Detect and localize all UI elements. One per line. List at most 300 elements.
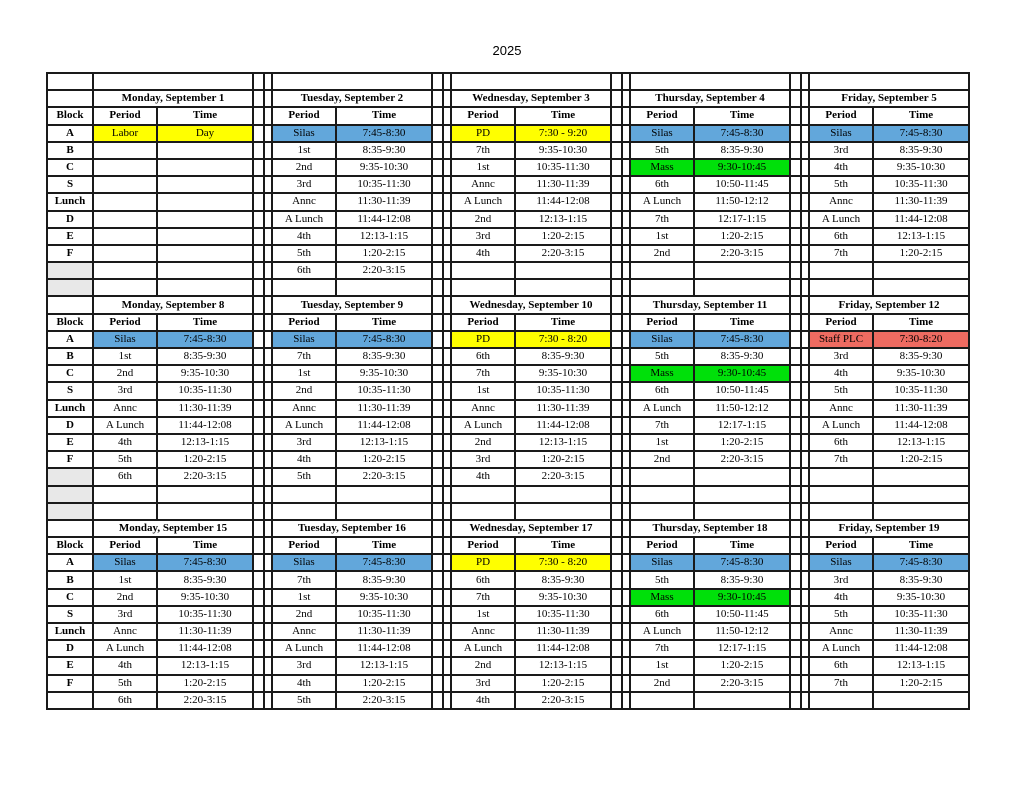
spacer-cell [611, 73, 622, 90]
period-cell: 1st [451, 159, 515, 176]
spacer-cell [611, 571, 622, 588]
period-cell: Silas [272, 554, 336, 571]
period-cell: Annc [272, 623, 336, 640]
spacer-cell [253, 176, 264, 193]
spacer-cell [432, 675, 443, 692]
period-cell: 2nd [630, 245, 694, 262]
time-cell: 1:20-2:15 [873, 675, 969, 692]
spacer-cell [264, 451, 272, 468]
period-cell: Silas [630, 554, 694, 571]
time-cell: 12:13-1:15 [515, 434, 611, 451]
period-cell: Silas [93, 331, 157, 348]
block-label-cell: F [47, 245, 93, 262]
period-cell: A Lunch [451, 640, 515, 657]
spacer-cell [443, 245, 451, 262]
period-cell: 3rd [272, 434, 336, 451]
period-cell: A Lunch [451, 417, 515, 434]
period-cell: 1st [451, 606, 515, 623]
spacer-cell [622, 520, 630, 537]
spacer-cell [611, 107, 622, 124]
time-cell: 12:13-1:15 [873, 228, 969, 245]
period-cell [93, 142, 157, 159]
spacer-cell [801, 142, 809, 159]
period-cell [93, 193, 157, 210]
time-cell [336, 486, 432, 503]
period-cell: PD [451, 331, 515, 348]
spacer-cell [801, 193, 809, 210]
spacer-cell [253, 262, 264, 279]
time-cell: 1:20-2:15 [157, 451, 253, 468]
time-cell: 12:13-1:15 [336, 228, 432, 245]
spacer-cell [432, 365, 443, 382]
spacer-cell [443, 142, 451, 159]
time-cell [157, 176, 253, 193]
spacer-cell [801, 554, 809, 571]
schedule-row [47, 262, 969, 279]
period-cell: Silas [272, 331, 336, 348]
schedule-row [47, 400, 969, 417]
schedule-row [47, 657, 969, 674]
time-cell [873, 503, 969, 520]
period-cell: Silas [630, 331, 694, 348]
spacer-cell [253, 228, 264, 245]
period-cell: 1st [630, 228, 694, 245]
spacer-cell [253, 382, 264, 399]
block-label-cell: S [47, 606, 93, 623]
period-cell: 7th [809, 675, 873, 692]
period-cell: Annc [272, 193, 336, 210]
spacer-cell [432, 571, 443, 588]
time-cell: 1:20-2:15 [694, 434, 790, 451]
spacer-cell [253, 554, 264, 571]
period-cell [630, 486, 694, 503]
period-header-cell: Period [451, 537, 515, 554]
spacer-cell [801, 296, 809, 313]
period-cell: 1st [272, 142, 336, 159]
day-title-cell: Thursday, September 11 [630, 296, 790, 313]
time-cell: 12:13-1:15 [336, 434, 432, 451]
time-cell: 8:35-9:30 [336, 142, 432, 159]
period-cell: Silas [272, 125, 336, 142]
day-title-cell: Wednesday, September 17 [451, 520, 611, 537]
empty-block-cell [47, 73, 93, 90]
spacer-cell [264, 142, 272, 159]
spacer-cell [790, 623, 801, 640]
spacer-cell [432, 657, 443, 674]
period-cell: 2nd [630, 451, 694, 468]
spacer-cell [443, 623, 451, 640]
spacer-cell [622, 365, 630, 382]
period-cell [451, 262, 515, 279]
block-label-cell: A [47, 554, 93, 571]
time-cell: 12:13-1:15 [157, 434, 253, 451]
spacer-cell [443, 382, 451, 399]
time-cell: 1:20-2:15 [515, 675, 611, 692]
spacer-cell [611, 468, 622, 485]
period-cell: 7th [630, 211, 694, 228]
spacer-cell [801, 692, 809, 709]
period-cell: 6th [809, 228, 873, 245]
time-cell: 2:20-3:15 [515, 245, 611, 262]
schedule-table [46, 72, 970, 710]
day-title-cell: Tuesday, September 2 [272, 90, 432, 107]
time-cell: 1:20-2:15 [873, 451, 969, 468]
spacer-cell [264, 589, 272, 606]
period-cell: A Lunch [809, 417, 873, 434]
spacer-cell [432, 520, 443, 537]
spacer-cell [432, 640, 443, 657]
time-header-cell: Time [336, 107, 432, 124]
spacer-cell [432, 537, 443, 554]
spacer-cell [801, 314, 809, 331]
period-cell: 5th [272, 245, 336, 262]
spacer-cell [253, 348, 264, 365]
period-cell: A Lunch [451, 193, 515, 210]
time-cell: 9:35-10:30 [336, 159, 432, 176]
period-cell: 4th [93, 657, 157, 674]
spacer-cell [622, 417, 630, 434]
spacer-cell [432, 434, 443, 451]
time-cell: 10:35-11:30 [873, 382, 969, 399]
time-cell: 7:30-8:20 [873, 331, 969, 348]
period-cell [93, 159, 157, 176]
period-cell: 3rd [451, 451, 515, 468]
time-cell: 12:17-1:15 [694, 640, 790, 657]
spacer-cell [611, 675, 622, 692]
period-cell [93, 486, 157, 503]
period-cell: 4th [272, 228, 336, 245]
block-label-cell: A [47, 125, 93, 142]
period-cell: 1st [630, 434, 694, 451]
schedule-row [47, 228, 969, 245]
period-cell: 6th [630, 382, 694, 399]
spacer-cell [253, 73, 264, 90]
period-header-cell: Period [630, 537, 694, 554]
time-header-cell: Time [694, 314, 790, 331]
spacer-cell [253, 434, 264, 451]
time-cell [336, 503, 432, 520]
period-header-cell: Period [272, 537, 336, 554]
spacer-cell [443, 228, 451, 245]
time-cell: 7:45-8:30 [157, 331, 253, 348]
spacer-cell [264, 365, 272, 382]
spacer-cell [622, 692, 630, 709]
spacer-cell [264, 279, 272, 296]
time-cell [157, 211, 253, 228]
schedule-row [47, 589, 969, 606]
period-cell [809, 262, 873, 279]
period-cell: 7th [809, 451, 873, 468]
spacer-cell [432, 245, 443, 262]
period-cell: A Lunch [630, 623, 694, 640]
period-cell: PD [451, 554, 515, 571]
spacer-cell [790, 142, 801, 159]
period-cell [93, 503, 157, 520]
time-header-cell: Time [873, 537, 969, 554]
spacer-cell [622, 314, 630, 331]
time-cell: 11:44-12:08 [336, 640, 432, 657]
time-cell: 11:30-11:39 [873, 623, 969, 640]
block-label-cell: D [47, 417, 93, 434]
time-cell: 9:35-10:30 [515, 365, 611, 382]
spacer-cell [443, 554, 451, 571]
spacer-cell [611, 589, 622, 606]
period-header-cell: Period [93, 537, 157, 554]
block-label-cell [47, 262, 93, 279]
spacer-cell [443, 176, 451, 193]
spacer-cell [801, 451, 809, 468]
period-cell: 5th [809, 606, 873, 623]
spacer-cell [622, 176, 630, 193]
spacer-cell [443, 692, 451, 709]
period-cell: 5th [93, 451, 157, 468]
period-cell: 7th [630, 417, 694, 434]
time-cell: 10:35-11:30 [157, 606, 253, 623]
schedule-row [47, 640, 969, 657]
spacer-cell [253, 125, 264, 142]
spacer-cell [443, 365, 451, 382]
spacer-cell [264, 262, 272, 279]
spacer-cell [622, 571, 630, 588]
spacer-cell [801, 90, 809, 107]
time-cell: 7:30 - 8:20 [515, 331, 611, 348]
spacer-cell [253, 692, 264, 709]
spacer-cell [611, 365, 622, 382]
spacer-cell [443, 279, 451, 296]
spacer-cell [801, 657, 809, 674]
period-cell: 4th [451, 692, 515, 709]
period-cell: Annc [93, 400, 157, 417]
period-cell: 1st [272, 589, 336, 606]
schedule-row [47, 125, 969, 142]
spacer-cell [253, 142, 264, 159]
spacer-cell [264, 640, 272, 657]
time-cell [515, 486, 611, 503]
spacer-cell [443, 400, 451, 417]
time-cell [873, 262, 969, 279]
spacer-cell [611, 296, 622, 313]
spacer-cell [622, 503, 630, 520]
period-cell: 2nd [630, 675, 694, 692]
time-header-cell: Time [873, 107, 969, 124]
spacer-cell [264, 606, 272, 623]
spacer-cell [432, 486, 443, 503]
period-cell: 3rd [809, 348, 873, 365]
spacer-cell [611, 606, 622, 623]
spacer-cell [622, 125, 630, 142]
time-header-cell: Time [873, 314, 969, 331]
time-cell [157, 486, 253, 503]
period-cell: 1st [451, 382, 515, 399]
spacer-cell [790, 90, 801, 107]
time-cell [694, 692, 790, 709]
spacer-cell [611, 228, 622, 245]
time-cell: 10:35-11:30 [336, 382, 432, 399]
schedule-row [47, 606, 969, 623]
spacer-cell [443, 451, 451, 468]
column-header-row [47, 107, 969, 124]
spacer-cell [622, 486, 630, 503]
period-cell: 5th [630, 348, 694, 365]
day-title-cell: Wednesday, September 3 [451, 90, 611, 107]
empty-spacer-row [47, 279, 969, 296]
period-cell: 1st [272, 365, 336, 382]
spacer-cell [253, 657, 264, 674]
block-header-cell: Block [47, 314, 93, 331]
spacer-cell [253, 211, 264, 228]
spacer-cell [622, 262, 630, 279]
time-cell: 12:13-1:15 [873, 434, 969, 451]
schedule-row [47, 159, 969, 176]
period-cell: 6th [630, 606, 694, 623]
block-label-cell: F [47, 675, 93, 692]
time-cell: 11:44-12:08 [873, 417, 969, 434]
spacer-cell [622, 675, 630, 692]
spacer-cell [622, 434, 630, 451]
period-cell [630, 279, 694, 296]
time-cell: 1:20-2:15 [694, 228, 790, 245]
time-cell: 10:35-11:30 [515, 382, 611, 399]
period-cell: 6th [451, 348, 515, 365]
block-label-cell [47, 692, 93, 709]
period-cell [93, 262, 157, 279]
spacer-cell [264, 107, 272, 124]
period-cell: Mass [630, 159, 694, 176]
period-cell: 7th [272, 348, 336, 365]
spacer-cell [622, 331, 630, 348]
spacer-cell [790, 451, 801, 468]
time-cell: 9:35-10:30 [873, 589, 969, 606]
spacer-cell [611, 159, 622, 176]
spacer-cell [801, 606, 809, 623]
time-cell: 2:20-3:15 [157, 692, 253, 709]
spacer-cell [432, 176, 443, 193]
time-header-cell: Time [694, 107, 790, 124]
spacer-cell [443, 520, 451, 537]
period-cell: 2nd [451, 657, 515, 674]
day-title-cell: Thursday, September 18 [630, 520, 790, 537]
spacer-cell [801, 571, 809, 588]
block-label-cell: E [47, 228, 93, 245]
spacer-cell [790, 434, 801, 451]
period-header-cell: Period [809, 107, 873, 124]
spacer-cell [253, 279, 264, 296]
period-cell: 2nd [451, 434, 515, 451]
time-cell: 9:30-10:45 [694, 159, 790, 176]
schedule-row [47, 571, 969, 588]
spacer-cell [432, 331, 443, 348]
period-cell: 4th [93, 434, 157, 451]
block-label-cell: Lunch [47, 400, 93, 417]
spacer-cell [264, 657, 272, 674]
spacer-cell [790, 571, 801, 588]
period-cell: Annc [451, 400, 515, 417]
schedule-body [47, 73, 969, 709]
time-cell: 9:35-10:30 [515, 589, 611, 606]
time-cell [157, 193, 253, 210]
period-cell: 3rd [809, 142, 873, 159]
spacer-cell [264, 400, 272, 417]
period-header-cell: Period [451, 314, 515, 331]
period-cell: Mass [630, 365, 694, 382]
schedule-row [47, 193, 969, 210]
schedule-row [47, 434, 969, 451]
period-cell [451, 503, 515, 520]
spacer-cell [801, 245, 809, 262]
spacer-cell [622, 382, 630, 399]
period-cell [93, 176, 157, 193]
period-cell [93, 211, 157, 228]
time-cell: 12:17-1:15 [694, 211, 790, 228]
time-cell: 11:44-12:08 [515, 417, 611, 434]
time-cell: 11:30-11:39 [336, 193, 432, 210]
spacer-cell [801, 73, 809, 90]
spacer-cell [801, 176, 809, 193]
empty-block-cell [47, 296, 93, 313]
spacer-cell [253, 314, 264, 331]
period-cell: A Lunch [809, 211, 873, 228]
period-cell: Silas [93, 554, 157, 571]
spacer-cell [443, 73, 451, 90]
spacer-cell [611, 400, 622, 417]
spacer-cell [622, 606, 630, 623]
period-cell: A Lunch [630, 400, 694, 417]
time-cell: 8:35-9:30 [694, 348, 790, 365]
spacer-cell [611, 692, 622, 709]
spacer-cell [432, 90, 443, 107]
period-cell [809, 486, 873, 503]
block-label-cell: Lunch [47, 193, 93, 210]
spacer-cell [432, 623, 443, 640]
spacer-cell [611, 434, 622, 451]
spacer-cell [443, 537, 451, 554]
spacer-cell [622, 73, 630, 90]
period-cell: 6th [93, 692, 157, 709]
spacer-cell [611, 331, 622, 348]
spacer-cell [611, 348, 622, 365]
time-cell: 1:20-2:15 [336, 675, 432, 692]
spacer-cell [443, 125, 451, 142]
spacer-cell [622, 296, 630, 313]
spacer-cell [611, 537, 622, 554]
spacer-cell [801, 417, 809, 434]
schedule-row [47, 245, 969, 262]
spacer-cell [622, 537, 630, 554]
time-cell [157, 279, 253, 296]
time-cell: 2:20-3:15 [515, 468, 611, 485]
time-cell: 11:44-12:08 [873, 211, 969, 228]
period-cell: 4th [809, 159, 873, 176]
time-cell: 2:20-3:15 [336, 262, 432, 279]
time-cell: 11:30-11:39 [515, 400, 611, 417]
time-cell: 7:45-8:30 [873, 125, 969, 142]
time-cell [694, 262, 790, 279]
time-cell: 7:45-8:30 [694, 125, 790, 142]
time-header-cell: Time [515, 107, 611, 124]
period-cell: 2nd [272, 382, 336, 399]
spacer-cell [253, 503, 264, 520]
schedule-row [47, 331, 969, 348]
time-cell: 2:20-3:15 [336, 692, 432, 709]
spacer-cell [443, 211, 451, 228]
period-cell: A Lunch [809, 640, 873, 657]
time-header-cell: Time [515, 314, 611, 331]
spacer-cell [611, 193, 622, 210]
block-label-cell [47, 486, 93, 503]
spacer-cell [801, 537, 809, 554]
spacer-cell [611, 640, 622, 657]
spacer-cell [443, 331, 451, 348]
